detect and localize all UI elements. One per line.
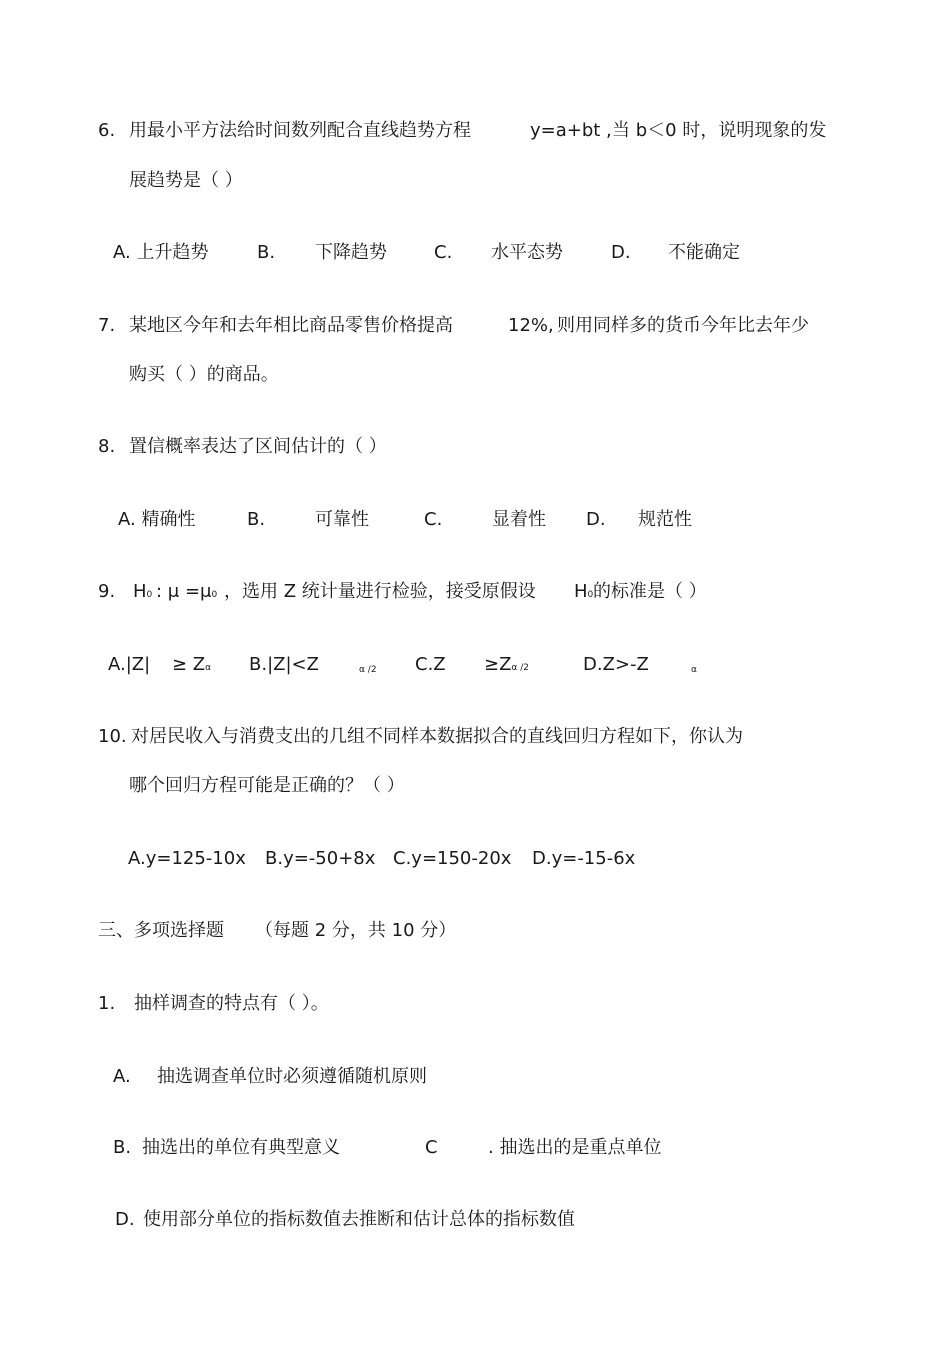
q10-option-b: B.y=-50+8x [265, 848, 376, 869]
q9-h0: H0 [574, 581, 594, 602]
m1-option-b: 抽选出的单位有典型意义 [142, 1137, 340, 1158]
section-title: 三、多项选择题 [98, 920, 224, 941]
q6-equation: y=a+bt , [530, 120, 612, 141]
m1-option-c-label: C [425, 1137, 438, 1158]
section-note: （每题 2 分，共 10 分） [255, 920, 457, 941]
m1-option-d-label: D. [115, 1209, 135, 1230]
q10-option-c: C.y=150-20x [393, 848, 512, 869]
q6-option-a: A. 上升趋势 [113, 242, 209, 263]
q8-number: 8. [98, 436, 116, 457]
q6-number: 6. [98, 120, 116, 141]
q8-option-c-label: C. [424, 509, 443, 530]
q7-text-cont: 购买（ ）的商品。 [129, 364, 279, 385]
q7-number: 7. [98, 315, 116, 336]
q8-option-a: A. 精确性 [118, 509, 196, 530]
q10-number: 10. [98, 726, 127, 747]
q6-option-d: 不能确定 [668, 242, 740, 263]
m1-option-a-label: A. [113, 1066, 131, 1087]
q8-option-d: 规范性 [638, 509, 692, 530]
q8-option-b: 可靠性 [315, 509, 369, 530]
q6-option-d-label: D. [611, 242, 631, 263]
q7-text: 某地区今年和去年相比商品零售价格提高 [129, 315, 453, 336]
q9-option-a: A.|Z| [108, 654, 151, 675]
m1-option-b-label: B. [113, 1137, 132, 1158]
q9-option-a-expr: ≥ Zα [172, 654, 212, 675]
q6-option-c: 水平态势 [491, 242, 563, 263]
q9-option-b-sub: α /2 [359, 665, 377, 675]
q8-option-d-label: D. [586, 509, 606, 530]
m1-option-a: 抽选调查单位时必须遵循随机原则 [157, 1066, 427, 1087]
q9-number: 9. [98, 581, 116, 602]
q8-option-c: 显着性 [492, 509, 546, 530]
q10-text-cont: 哪个回归方程可能是正确的？（ ） [129, 775, 405, 796]
q9-option-c-expr: ≥Zα /2 [484, 654, 529, 675]
m1-text: 抽样调查的特点有（ ）。 [134, 993, 329, 1014]
q10-option-d: D.y=-15-6x [532, 848, 636, 869]
q6-option-c-label: C. [434, 242, 453, 263]
m1-option-d: 使用部分单位的指标数值去推断和估计总体的指标数值 [143, 1209, 575, 1230]
q9-option-d-sub: α [691, 665, 697, 675]
q9-option-d: D.Z>-Z [583, 654, 649, 675]
q7-text-b: 则用同样多的货币今年比去年少 [557, 315, 809, 336]
m1-option-c: . 抽选出的是重点单位 [488, 1137, 662, 1158]
q6-option-b-label: B. [257, 242, 276, 263]
q6-condition: 当 b＜0 时，说明现象的发 [612, 120, 827, 141]
q6-text: 用最小平方法给时间数列配合直线趋势方程 [129, 120, 471, 141]
q10-text: 对居民收入与消费支出的几组不同样本数据拟合的直线回归方程如下，你认为 [131, 726, 743, 747]
q9-hypothesis: : μ =μ0 [156, 581, 218, 602]
q7-percent: 12%, [508, 315, 554, 336]
q9-text-b: 的标准是（ ） [593, 581, 707, 602]
m1-number: 1. [98, 993, 116, 1014]
q9-h: H0 [133, 581, 153, 602]
q8-option-b-label: B. [247, 509, 266, 530]
q9-option-c: C.Z [415, 654, 446, 675]
q9-option-b: B.|Z|<Z [249, 654, 319, 675]
q8-text: 置信概率表达了区间估计的（ ） [129, 436, 387, 457]
q6-text-cont: 展趋势是（ ） [129, 170, 243, 191]
q6-option-b: 下降趋势 [315, 242, 387, 263]
q9-text: ，选用 Z 统计量进行检验，接受原假设 [224, 581, 536, 602]
q10-option-a: A.y=125-10x [128, 848, 246, 869]
